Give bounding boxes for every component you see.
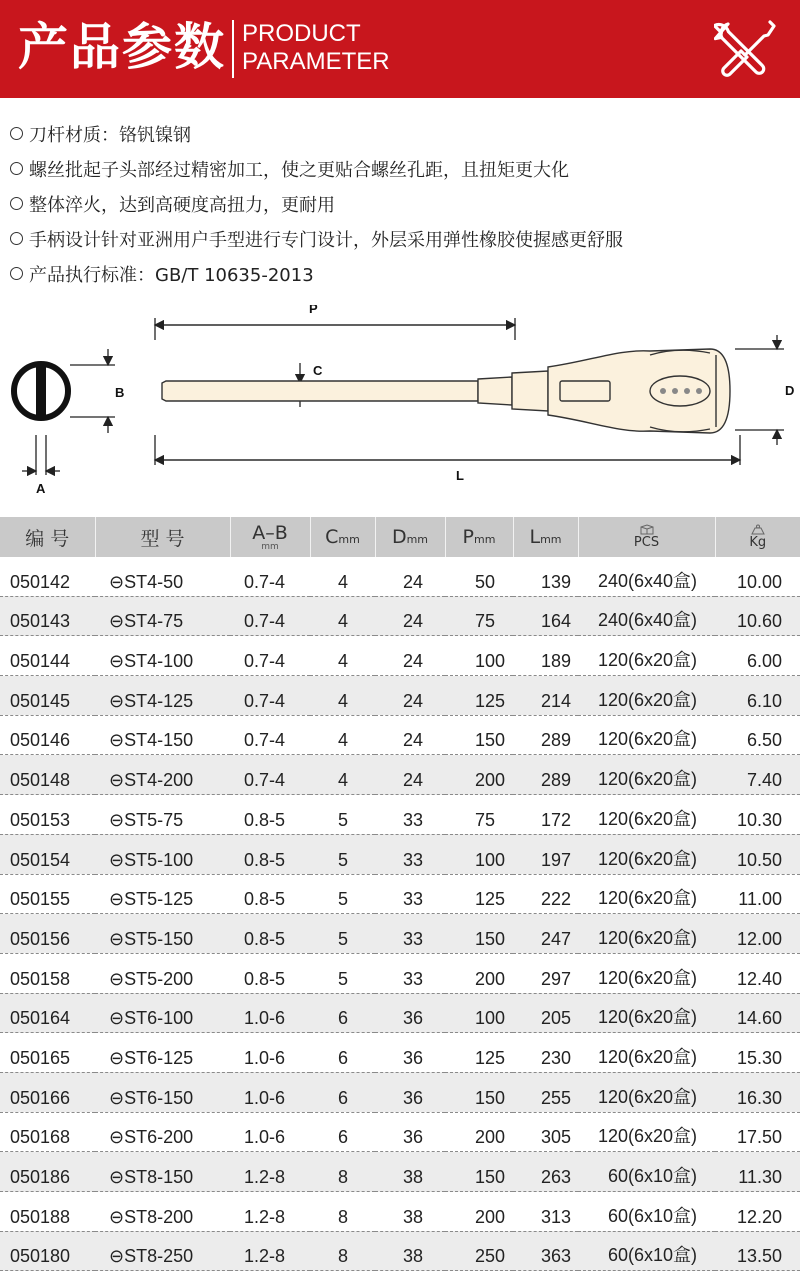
cell-pcs: 120(6x20盒): [578, 636, 715, 676]
cell-l: 139: [513, 557, 578, 596]
cell-code: 050143: [0, 596, 95, 636]
cell-d: 24: [375, 715, 445, 755]
cell-ab: 0.8-5: [230, 834, 310, 874]
cell-code: 050180: [0, 1231, 95, 1271]
cell-l: 172: [513, 795, 578, 835]
list-item: 螺丝批起子头部经过精密加工，使之更贴合螺丝孔距，且扭矩更大化: [10, 153, 623, 188]
table-row: [0, 993, 800, 1033]
cell-c: 4: [310, 676, 375, 716]
cell-c: 5: [310, 834, 375, 874]
cell-kg: 10.30: [715, 795, 800, 835]
tools-icon: [714, 18, 778, 82]
cell-model: ⊖ST4-200: [95, 755, 230, 795]
cell-pcs: 120(6x20盒): [578, 755, 715, 795]
cell-c: 4: [310, 596, 375, 636]
cell-c: 5: [310, 874, 375, 914]
cell-d: 24: [375, 596, 445, 636]
cell-l: 289: [513, 715, 578, 755]
cell-ab: 1.2-8: [230, 1231, 310, 1271]
cell-kg: 10.50: [715, 834, 800, 874]
cell-kg: 17.50: [715, 1112, 800, 1152]
cell-code: 050166: [0, 1072, 95, 1112]
cell-ab: 0.8-5: [230, 914, 310, 954]
cell-p: 75: [445, 596, 513, 636]
header-divider: [232, 20, 234, 78]
cell-kg: 16.30: [715, 1072, 800, 1112]
cell-pcs: 120(6x20盒): [578, 795, 715, 835]
cell-c: 4: [310, 636, 375, 676]
cell-kg: 6.00: [715, 636, 800, 676]
col-header-ab: A–B mm: [230, 517, 310, 557]
cell-kg: 15.30: [715, 1033, 800, 1073]
page-title-en-line1: PRODUCT: [242, 20, 361, 47]
cell-ab: 0.7-4: [230, 715, 310, 755]
bullet-circle-icon: [10, 162, 23, 175]
cell-code: 050188: [0, 1192, 95, 1232]
cell-l: 230: [513, 1033, 578, 1073]
cell-c: 6: [310, 1072, 375, 1112]
cell-model: ⊖ST8-250: [95, 1231, 230, 1271]
table-row: [0, 1072, 800, 1112]
cell-ab: 0.7-4: [230, 755, 310, 795]
table-row: [0, 596, 800, 636]
cell-p: 125: [445, 676, 513, 716]
cell-d: 33: [375, 834, 445, 874]
cell-c: 4: [310, 557, 375, 596]
cell-model: ⊖ST5-200: [95, 953, 230, 993]
cell-kg: 11.30: [715, 1152, 800, 1192]
cell-code: 050145: [0, 676, 95, 716]
cell-p: 200: [445, 1192, 513, 1232]
cell-l: 222: [513, 874, 578, 914]
cell-p: 150: [445, 1072, 513, 1112]
cell-l: 214: [513, 676, 578, 716]
cell-kg: 10.60: [715, 596, 800, 636]
cell-model: ⊖ST5-75: [95, 795, 230, 835]
cell-c: 4: [310, 715, 375, 755]
cell-d: 24: [375, 755, 445, 795]
col-header-model: 型 号: [95, 517, 230, 557]
page-title-en-line2: PARAMETER: [242, 48, 390, 75]
table-row: [0, 874, 800, 914]
cell-p: 200: [445, 953, 513, 993]
cell-model: ⊖ST4-75: [95, 596, 230, 636]
cell-code: 050156: [0, 914, 95, 954]
cell-pcs: 120(6x20盒): [578, 874, 715, 914]
table-row: [0, 1112, 800, 1152]
cell-code: 050168: [0, 1112, 95, 1152]
bullet-circle-icon: [10, 127, 23, 140]
cell-d: 33: [375, 795, 445, 835]
cell-pcs: 120(6x20盒): [578, 1112, 715, 1152]
header-banner: [0, 0, 800, 98]
cell-ab: 0.8-5: [230, 795, 310, 835]
cell-pcs: 120(6x20盒): [578, 914, 715, 954]
cell-code: 050153: [0, 795, 95, 835]
cell-ab: 1.0-6: [230, 1072, 310, 1112]
cell-pcs: 120(6x20盒): [578, 834, 715, 874]
cell-kg: 12.20: [715, 1192, 800, 1232]
cell-kg: 6.10: [715, 676, 800, 716]
col-header-p: Pmm: [445, 517, 513, 557]
cell-pcs: 120(6x20盒): [578, 1033, 715, 1073]
cell-p: 250: [445, 1231, 513, 1271]
cell-p: 100: [445, 834, 513, 874]
cell-ab: 1.0-6: [230, 1112, 310, 1152]
cell-c: 8: [310, 1152, 375, 1192]
table-row: [0, 1152, 800, 1192]
cell-l: 313: [513, 1192, 578, 1232]
box-icon: [639, 524, 655, 535]
cell-c: 6: [310, 1112, 375, 1152]
cell-model: ⊖ST6-200: [95, 1112, 230, 1152]
cell-kg: 12.00: [715, 914, 800, 954]
cell-p: 125: [445, 1033, 513, 1073]
cell-code: 050164: [0, 993, 95, 1033]
cell-model: ⊖ST4-125: [95, 676, 230, 716]
cell-c: 6: [310, 993, 375, 1033]
cell-d: 36: [375, 993, 445, 1033]
cell-p: 150: [445, 1152, 513, 1192]
cell-ab: 0.8-5: [230, 874, 310, 914]
cell-code: 050165: [0, 1033, 95, 1073]
cell-pcs: 240(6x40盒): [578, 596, 715, 636]
table-row: [0, 953, 800, 993]
dimension-label-b: B: [115, 385, 125, 400]
cell-model: ⊖ST5-100: [95, 834, 230, 874]
weight-icon: [750, 524, 766, 535]
table-row: [0, 914, 800, 954]
cell-d: 38: [375, 1231, 445, 1271]
cell-pcs: 120(6x20盒): [578, 1072, 715, 1112]
cell-code: 050148: [0, 755, 95, 795]
cell-ab: 0.7-4: [230, 596, 310, 636]
table-row: [0, 557, 800, 596]
col-header-kg: Kg: [715, 517, 800, 557]
table-row: [0, 636, 800, 676]
cell-ab: 0.8-5: [230, 953, 310, 993]
cell-d: 33: [375, 914, 445, 954]
cell-kg: 6.50: [715, 715, 800, 755]
cell-d: 33: [375, 953, 445, 993]
bullet-circle-icon: [10, 232, 23, 245]
dimension-label-a: A: [36, 481, 46, 496]
cell-l: 247: [513, 914, 578, 954]
cell-code: 050144: [0, 636, 95, 676]
screwdriver-dimension-diagram: [0, 305, 800, 510]
cell-d: 36: [375, 1112, 445, 1152]
cell-model: ⊖ST4-50: [95, 557, 230, 596]
cell-pcs: 120(6x20盒): [578, 953, 715, 993]
cell-l: 305: [513, 1112, 578, 1152]
cell-p: 100: [445, 636, 513, 676]
cell-d: 36: [375, 1033, 445, 1073]
table-row: [0, 795, 800, 835]
bullet-circle-icon: [10, 197, 23, 210]
cell-pcs: 120(6x20盒): [578, 993, 715, 1033]
cell-p: 150: [445, 715, 513, 755]
cell-ab: 0.7-4: [230, 636, 310, 676]
cell-pcs: 240(6x40盒): [578, 557, 715, 596]
cell-d: 38: [375, 1152, 445, 1192]
page-title-cn: 产品参数: [18, 18, 226, 76]
cell-ab: 1.2-8: [230, 1152, 310, 1192]
col-header-l: Lmm: [513, 517, 578, 557]
table-row: [0, 755, 800, 795]
cell-l: 297: [513, 953, 578, 993]
cell-c: 5: [310, 795, 375, 835]
cell-d: 24: [375, 557, 445, 596]
cell-l: 189: [513, 636, 578, 676]
cell-c: 4: [310, 755, 375, 795]
table-row: [0, 1231, 800, 1271]
list-item: 产品执行标准：GB/T 10635-2013: [10, 258, 623, 293]
table-row: [0, 1192, 800, 1232]
cell-kg: 12.40: [715, 953, 800, 993]
cell-kg: 14.60: [715, 993, 800, 1033]
cell-ab: 1.0-6: [230, 1033, 310, 1073]
cell-d: 38: [375, 1192, 445, 1232]
bullet-circle-icon: [10, 267, 23, 280]
feature-list: [10, 118, 623, 293]
col-header-c: Cmm: [310, 517, 375, 557]
cell-ab: 0.7-4: [230, 676, 310, 716]
table-row: [0, 1033, 800, 1073]
cell-c: 8: [310, 1231, 375, 1271]
cell-d: 33: [375, 874, 445, 914]
page-title-en: [242, 20, 390, 76]
cell-model: ⊖ST4-100: [95, 636, 230, 676]
cell-kg: 13.50: [715, 1231, 800, 1271]
cell-p: 75: [445, 795, 513, 835]
cell-l: 197: [513, 834, 578, 874]
cell-model: ⊖ST5-125: [95, 874, 230, 914]
cell-kg: 7.40: [715, 755, 800, 795]
table-row: [0, 834, 800, 874]
cell-ab: 0.7-4: [230, 557, 310, 596]
table-row: [0, 676, 800, 716]
col-header-d: Dmm: [375, 517, 445, 557]
cell-p: 200: [445, 755, 513, 795]
cell-p: 50: [445, 557, 513, 596]
cell-l: 363: [513, 1231, 578, 1271]
cell-pcs: 60(6x10盒): [578, 1192, 715, 1232]
cell-d: 24: [375, 676, 445, 716]
list-item: 刀杆材质：铬钒镍钢: [10, 118, 623, 153]
cell-c: 5: [310, 953, 375, 993]
cell-model: ⊖ST6-125: [95, 1033, 230, 1073]
cell-code: 050186: [0, 1152, 95, 1192]
cell-l: 289: [513, 755, 578, 795]
table-row: [0, 715, 800, 755]
col-header-code: 编 号: [0, 517, 95, 557]
dimension-label-c: C: [313, 363, 323, 378]
dimension-label-p: P: [309, 305, 318, 316]
list-item: 整体淬火，达到高硬度高扭力，更耐用: [10, 188, 623, 223]
dimension-label-d: D: [785, 383, 795, 398]
cell-l: 205: [513, 993, 578, 1033]
cell-model: ⊖ST6-100: [95, 993, 230, 1033]
cell-l: 255: [513, 1072, 578, 1112]
cell-p: 200: [445, 1112, 513, 1152]
cell-p: 100: [445, 993, 513, 1033]
dimension-label-l: L: [456, 468, 464, 483]
cell-code: 050155: [0, 874, 95, 914]
col-header-pcs: PCS: [578, 517, 715, 557]
cell-model: ⊖ST8-150: [95, 1152, 230, 1192]
cell-model: ⊖ST6-150: [95, 1072, 230, 1112]
table-header-row: [0, 517, 800, 557]
cell-code: 050142: [0, 557, 95, 596]
cell-d: 24: [375, 636, 445, 676]
cell-d: 36: [375, 1072, 445, 1112]
cell-p: 150: [445, 914, 513, 954]
cell-model: ⊖ST5-150: [95, 914, 230, 954]
cell-pcs: 120(6x20盒): [578, 676, 715, 716]
cell-pcs: 60(6x10盒): [578, 1152, 715, 1192]
cell-model: ⊖ST8-200: [95, 1192, 230, 1232]
list-item: 手柄设计针对亚洲用户手型进行专门设计，外层采用弹性橡胶使握感更舒服: [10, 223, 623, 258]
cell-c: 6: [310, 1033, 375, 1073]
cell-code: 050154: [0, 834, 95, 874]
cell-model: ⊖ST4-150: [95, 715, 230, 755]
cell-pcs: 120(6x20盒): [578, 715, 715, 755]
cell-code: 050158: [0, 953, 95, 993]
cell-c: 8: [310, 1192, 375, 1232]
cell-ab: 1.0-6: [230, 993, 310, 1033]
cell-code: 050146: [0, 715, 95, 755]
cell-l: 164: [513, 596, 578, 636]
cell-kg: 10.00: [715, 557, 800, 596]
cell-pcs: 60(6x10盒): [578, 1231, 715, 1271]
cell-p: 125: [445, 874, 513, 914]
cell-kg: 11.00: [715, 874, 800, 914]
cell-l: 263: [513, 1152, 578, 1192]
cell-ab: 1.2-8: [230, 1192, 310, 1232]
cell-c: 5: [310, 914, 375, 954]
spec-table: [0, 517, 800, 1271]
